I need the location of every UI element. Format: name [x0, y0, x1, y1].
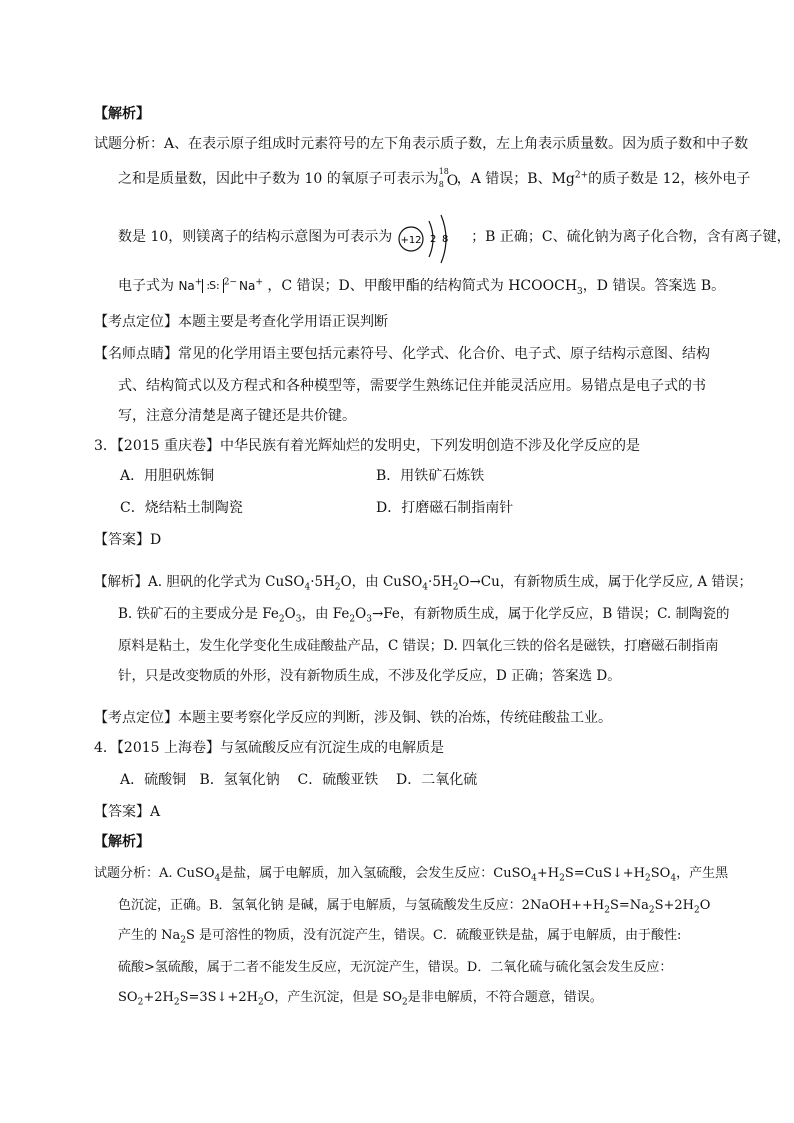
- analysis-line-1: 试题分析：A、在表示原子组成时元素符号的左下角表示质子数，左上角表示质量数。因为质子数和中子数: [94, 136, 749, 152]
- q3-analysis-line-2: B. 铁矿石的主要成分是 $Fe_2O_3$，由 $Fe_2O_3\to Fe$，有新物质生成，属于化学反应，B 错误；C. 制陶瓷的: [118, 606, 730, 625]
- mingshi-line-3: 写，注意分清楚是离子键还是共价键。: [118, 408, 356, 424]
- q3-option-c: C．烧结粘土制陶瓷: [120, 500, 243, 516]
- q3-answer: 【答案】D: [94, 532, 162, 548]
- q3-option-a: A．用胆矾炼铜: [120, 468, 215, 484]
- kaodian-2: 【考点定位】本题主要考察化学反应的判断，涉及铜、铁的冶炼，传统硅酸盐工业。: [94, 710, 612, 726]
- q3-analysis-line-3: 原料是粘土，发生化学变化生成硅酸盐产品，C 错误；D. 四氧化三铁的俗名是磁铁，打磨磁石制指南: [118, 638, 719, 654]
- q4-options: A．硫酸铜 B．氢氧化钠 C．硫酸亚铁 D．二氧化硫: [120, 772, 478, 788]
- q4-stem: 4．【2015 上海卷】与氢硫酸反应有沉淀生成的电解质是: [94, 740, 444, 756]
- mingshi-line-1: 【名师点睛】常见的化学用语主要包括元素符号、化学式、化合价、电子式、原子结构示意图、结构: [94, 346, 710, 362]
- q3-analysis-line-1: 【解析】A. 胆矾的化学式为 $CuSO_4\cdot 5H_2O$，由 $CuSO_4\cdot 5H_2O\to Cu$，有新物质生成，属于化学反应, A 错误；: [94, 574, 752, 593]
- kaodian-1: 【考点定位】本题主要是考查化学用语正误判断: [94, 314, 388, 330]
- analysis-line-4: 电子式为 Na+ :S: $^{2-}$ Na+ ，C 错误；D、甲酸甲酯的结构简式为 $HCOOCH_3$，D 错误。答案选 B。: [118, 277, 726, 297]
- q4-analysis-line-2: 色沉淀，正确。B．氢氧化钠 是碱，属于电解质，与氢硫酸发生反应：$2NaOH++H_2S=Na_2S+2H_2O$: [118, 898, 711, 916]
- svg-text:2: 2: [429, 234, 437, 245]
- q4-analysis-line-3: 产生的 $Na_2S$ 是可溶性的物质，没有沉淀产生，错误。C．硫酸亚铁是盐，属于电解质，由于酸性:: [118, 928, 682, 946]
- q3-option-b: B．用铁矿石炼铁: [376, 468, 485, 484]
- q4-analysis-line-1: 试题分析：A. CuSO$_4$是盐，属于电解质，加入氢硫酸，会发生反应：$CuSO_4+H_2S=CuS↓+H_2SO_4$，产生黑: [94, 866, 729, 884]
- sulfide-electron-formula: :S:: [202, 279, 223, 293]
- oxygen-18-notation: 18 8 O: [438, 167, 459, 189]
- q4-analysis-heading: 【解析】: [94, 834, 150, 850]
- q4-analysis-line-5: $SO_2+2H_2S=3S↓+2H_2O$，产生沉淀，但是 $SO_2$是非电解质，不符合题意，错误。: [118, 990, 603, 1008]
- q3-option-d: D．打磨磁石制指南针: [376, 500, 514, 516]
- analysis-heading: 【解析】: [94, 106, 150, 122]
- svg-text:8: 8: [441, 234, 449, 245]
- q4-analysis-line-4: 硫酸>氢硫酸，属于二者不能发生反应，无沉淀产生，错误。D．二氧化硫与硫化氢会发生反应：: [118, 960, 673, 975]
- mingshi-line-2: 式、结构简式以及方程式和各种模型等，需要学生熟练记住并能灵活应用。易错点是电子式的书: [118, 378, 706, 394]
- analysis-line-3: 数是 10，则镁离子的结构示意图为可表示为 +12 2 8 ；B 正确；C、硫化钠为离子化合物，含有离子键，: [118, 206, 791, 268]
- magnesium-ion-structure-diagram: [397, 207, 467, 267]
- svg-text:+12: +12: [400, 235, 422, 246]
- q4-answer: 【答案】A: [94, 804, 161, 820]
- q3-stem: 3．【2015 重庆卷】中华民族有着光辉灿烂的发明史，下列发明创造不涉及化学反应的是: [94, 438, 640, 454]
- analysis-line-2: 之和是质量数，因此中子数为 10 的氧原子可表示为 18 8 O ，A 错误；B、$Mg^{2+}$的质子数是 12，核外电子: [118, 167, 751, 189]
- q3-analysis-line-4: 针，只是改变物质的外形，没有新物质生成，不涉及化学反应，D 正确；答案选 D。: [118, 668, 621, 684]
